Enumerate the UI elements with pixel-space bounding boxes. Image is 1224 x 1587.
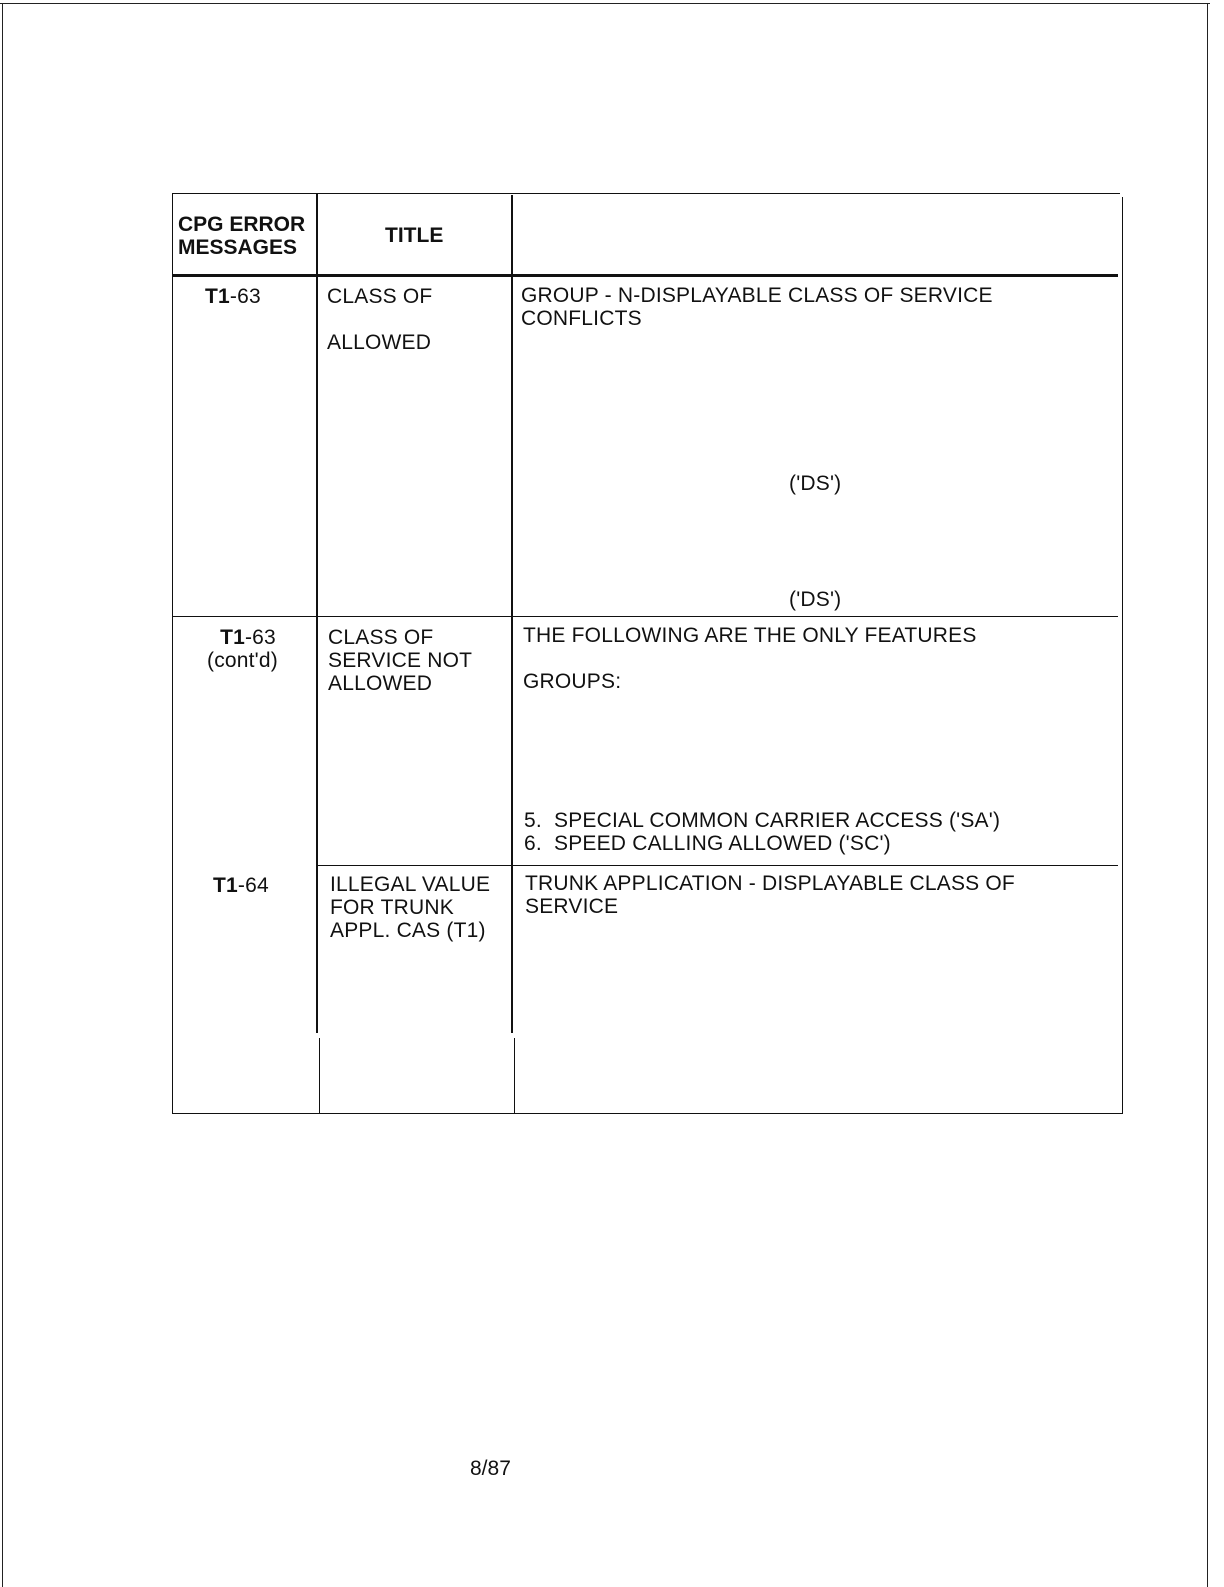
row2-code-suffix: (cont'd)	[207, 649, 278, 672]
header-error-messages: CPG ERROR MESSAGES	[178, 213, 306, 259]
row1-title: CLASS OF ALLOWED	[327, 285, 433, 354]
col-divider-1-lower	[319, 1038, 320, 1114]
row2-description: THE FOLLOWING ARE THE ONLY FEATURES GROUPS:	[523, 624, 977, 693]
row2-code: T1-63	[220, 626, 276, 649]
header-rule	[172, 274, 1118, 277]
page-frame-left	[2, 3, 3, 1587]
row3-description: TRUNK APPLICATION - DISPLAYABLE CLASS OF SERVICE	[525, 872, 1015, 918]
col-divider-2-lower	[514, 1038, 515, 1114]
row2-feature-list	[524, 809, 1000, 855]
col-divider-2	[511, 195, 513, 1033]
error-message-table	[172, 193, 1122, 1113]
col-divider-1	[316, 193, 318, 1033]
page-frame-top	[0, 3, 1210, 4]
row3-code: T1-64	[213, 874, 269, 897]
table-top-rule	[172, 193, 1120, 194]
table-left-rule	[172, 193, 173, 1114]
row-divider-1	[172, 616, 1118, 617]
row1-description: GROUP - N-DISPLAYABLE CLASS OF SERVICE CONFLICTS	[521, 284, 993, 330]
page-frame-right	[1207, 3, 1208, 1587]
row1-code: T1-63	[205, 285, 261, 308]
row1-mark-ds-2: ('DS')	[789, 588, 842, 611]
row-divider-2	[318, 865, 1118, 866]
list-item: 6. SPEED CALLING ALLOWED ('SC')	[524, 832, 891, 855]
table-bottom-rule	[172, 1113, 1123, 1114]
page-date-footer: 8/87	[470, 1457, 511, 1480]
list-item: 5. SPECIAL COMMON CARRIER ACCESS ('SA')	[524, 809, 1001, 832]
row1-mark-ds-1: ('DS')	[789, 472, 842, 495]
table-right-rule	[1122, 197, 1123, 1114]
row2-title: CLASS OF SERVICE NOT ALLOWED	[328, 626, 473, 695]
header-title: TITLE	[385, 224, 444, 247]
row3-title: ILLEGAL VALUE FOR TRUNK APPL. CAS (T1)	[330, 873, 491, 942]
